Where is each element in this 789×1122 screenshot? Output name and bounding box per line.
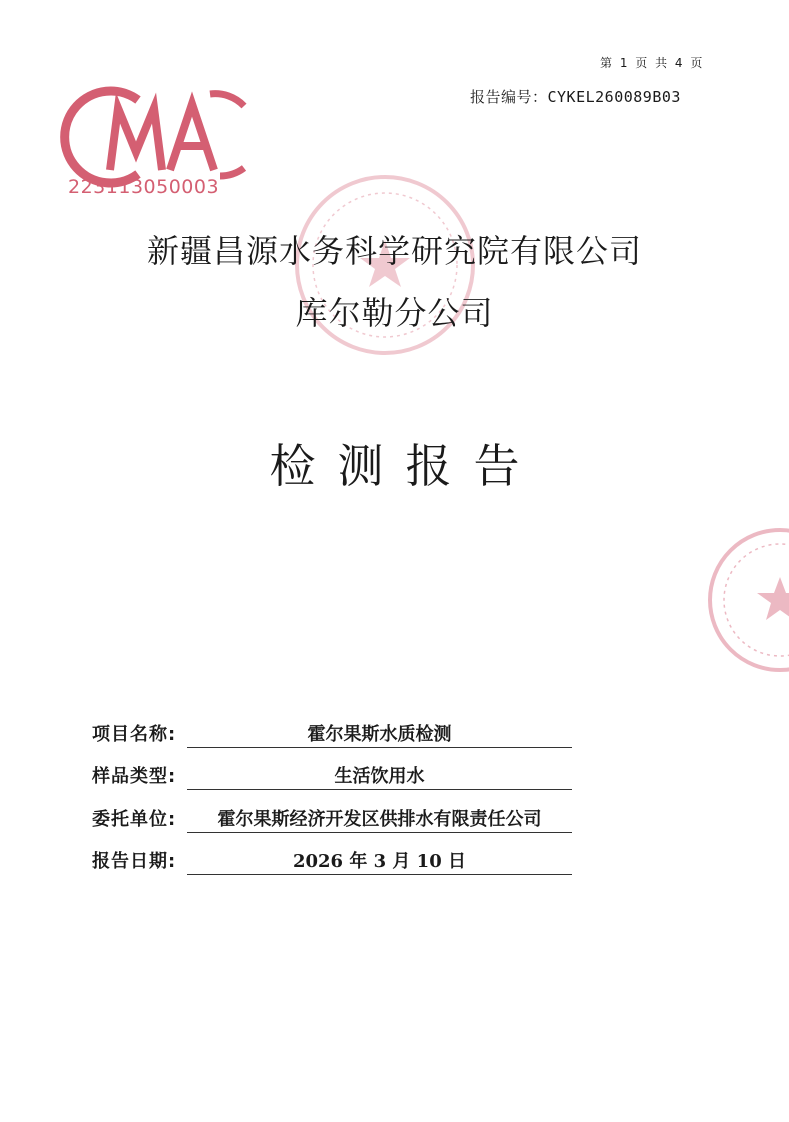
report-date-value: 2026 年 3 月 10 日 <box>292 851 466 872</box>
organization-name-line1: 新疆昌源水务科学研究院有限公司 <box>146 232 642 270</box>
page-number: 第 1 页 共 4 页 <box>600 56 705 70</box>
report-date-row <box>92 843 592 873</box>
cma-certificate-number: 223113050003 <box>68 176 220 198</box>
report-number: 报告编号：CYKEL260089B03 <box>470 88 681 106</box>
underline <box>187 789 572 790</box>
sample-type-row <box>92 758 592 788</box>
organization-name-line2: 库尔勒分公司 <box>295 294 494 332</box>
sample-type-value: 生活饮用水 <box>334 766 425 787</box>
inspection-seal <box>705 525 789 675</box>
project-name-value: 霍尔果斯水质检测 <box>307 724 452 745</box>
sample-type-label: 样品类型: <box>92 766 177 787</box>
underline <box>187 832 572 833</box>
underline <box>187 747 572 748</box>
underline <box>187 874 572 875</box>
client-value: 霍尔果斯经济开发区供排水有限责任公司 <box>217 809 542 830</box>
project-name-label: 项目名称: <box>92 724 177 745</box>
report-date-label: 报告日期: <box>92 851 177 872</box>
client-label: 委托单位: <box>92 809 177 830</box>
client-row <box>92 801 592 831</box>
project-name-row <box>92 716 592 746</box>
report-title: 检测报告 <box>269 439 542 493</box>
